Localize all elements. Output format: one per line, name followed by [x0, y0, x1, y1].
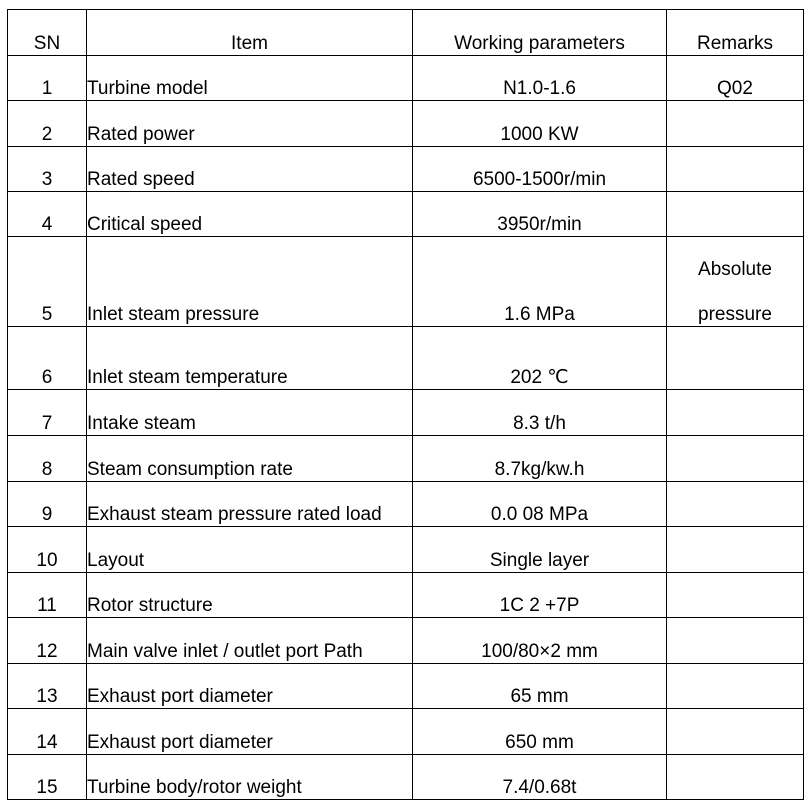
row-item: Inlet steam pressure	[87, 237, 413, 327]
row-param: 0.0 08 MPa	[413, 482, 667, 527]
row-item: Rated power	[87, 101, 413, 147]
row-param: 65 mm	[413, 664, 667, 709]
row-item: Rotor structure	[87, 573, 413, 618]
remark-pressure: pressure	[698, 304, 772, 325]
table-row	[8, 527, 804, 573]
row-sn: 2	[8, 101, 87, 147]
row-item: Steam consumption rate	[87, 436, 413, 482]
row-remark: Q02	[667, 56, 804, 101]
row-param: 7.4/0.68t	[413, 755, 667, 800]
row-sn: 8	[8, 436, 87, 482]
row-item: Main valve inlet / outlet port Path	[87, 618, 413, 664]
table-row	[8, 147, 804, 192]
row-param: 1C 2 +7P	[413, 573, 667, 618]
header-remarks: Remarks	[667, 10, 804, 56]
row-sn: 10	[8, 527, 87, 573]
row-sn: 7	[8, 390, 87, 436]
row-sn: 3	[8, 147, 87, 192]
row-remark	[667, 527, 804, 573]
header-item: Item	[87, 10, 413, 56]
row-item: Turbine model	[87, 56, 413, 101]
row-remark	[667, 237, 804, 327]
row-remark	[667, 192, 804, 237]
table-row	[8, 573, 804, 618]
row-sn: 14	[8, 709, 87, 755]
row-param: 8.3 t/h	[413, 390, 667, 436]
row-remark	[667, 101, 804, 147]
row-param: 100/80×2 mm	[413, 618, 667, 664]
row-param: 650 mm	[413, 709, 667, 755]
row-sn: 1	[8, 56, 87, 101]
row-remark	[667, 436, 804, 482]
table-row	[8, 327, 804, 390]
row-item: Exhaust port diameter	[87, 709, 413, 755]
row-item: Intake steam	[87, 390, 413, 436]
remark-absolute: Absolute	[698, 259, 772, 280]
header-sn: SN	[8, 10, 87, 56]
row-sn: 12	[8, 618, 87, 664]
row-param: 6500-1500r/min	[413, 147, 667, 192]
row-remark	[667, 390, 804, 436]
row-sn: 15	[8, 755, 87, 800]
table-row	[8, 709, 804, 755]
table-row	[8, 56, 804, 101]
header-working-parameters: Working parameters	[413, 10, 667, 56]
row-remark	[667, 327, 804, 390]
row-param: 1000 KW	[413, 101, 667, 147]
row-item: Inlet steam temperature	[87, 327, 413, 390]
row-param: 202 ℃	[413, 327, 667, 390]
row-param: 8.7kg/kw.h	[413, 436, 667, 482]
row-remark	[667, 755, 804, 800]
row-sn: 9	[8, 482, 87, 527]
table-row	[8, 101, 804, 147]
table-row	[8, 755, 804, 800]
row-remark	[667, 664, 804, 709]
row-param: Single layer	[413, 527, 667, 573]
row-item: Turbine body/rotor weight	[87, 755, 413, 800]
row-remark	[667, 618, 804, 664]
row-sn: 13	[8, 664, 87, 709]
row-remark	[667, 573, 804, 618]
row-param: 3950r/min	[413, 192, 667, 237]
row-item: Layout	[87, 527, 413, 573]
row-sn: 6	[8, 327, 87, 390]
row-item: Exhaust port diameter	[87, 664, 413, 709]
row-remark	[667, 709, 804, 755]
row-sn: 5	[8, 237, 87, 327]
row-sn: 11	[8, 573, 87, 618]
header-row	[8, 10, 804, 56]
table-row	[8, 664, 804, 709]
row-item: Critical speed	[87, 192, 413, 237]
table-row	[8, 192, 804, 237]
table-row	[8, 237, 804, 327]
row-remark	[667, 147, 804, 192]
row-remark	[667, 482, 804, 527]
table-row	[8, 482, 804, 527]
table-row	[8, 618, 804, 664]
table-row	[8, 390, 804, 436]
row-item: Rated speed	[87, 147, 413, 192]
row-item: Exhaust steam pressure rated load	[87, 482, 413, 527]
turbine-spec-table	[7, 9, 804, 800]
table-row	[8, 436, 804, 482]
row-param: 1.6 MPa	[413, 237, 667, 327]
row-sn: 4	[8, 192, 87, 237]
row-param: N1.0-1.6	[413, 56, 667, 101]
